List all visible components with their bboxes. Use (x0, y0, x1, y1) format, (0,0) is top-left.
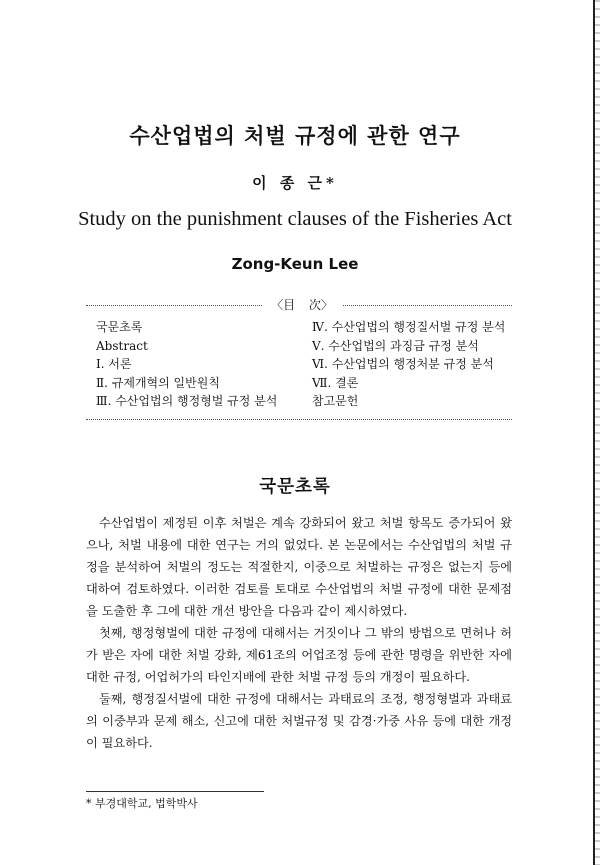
toc-heading: 〈目 次〉 (262, 296, 342, 314)
paper-title-english: Study on the punishment clauses of the Fisheries Act (78, 208, 512, 230)
footnote: * 부경대학교, 법학박사 (86, 797, 198, 810)
toc-item: Ⅳ. 수산업법의 행정질서벌 규정 분석 (312, 320, 506, 334)
abstract-paragraph: 수산업법이 제정된 이후 처벌은 계속 강화되어 왔고 처벌 항목도 증가되어 왔으나, 처벌 내용에 대한 연구는 거의 없었다. 본 논문에서는 수산업법의 처벌 규정을 분석하여 처벌의 정도는 적절한지, 이중으로 처벌하는 규정은 없는지 등에 대하여 검토하였다. 이러한 검토를 토대로 수산업법의 처벌 규정에 대한 문제점을 도출한 후 그에 대한 개선 방안을 다음과 같이 제시하였다. (86, 516, 512, 618)
abstract-paragraph: 첫째, 행정형벌에 대한 규정에 대해서는 거짓이나 그 밖의 방법으로 면허나 허가 받은 자에 대한 처벌 강화, 제61조의 어업조정 등에 관한 명령을 위반한 자에 대한 규정, 어업허가의 타인지배에 관한 처벌 규정 등의 개정이 필요하다. (86, 626, 512, 684)
abstract-body (86, 512, 512, 754)
toc-item: Ⅶ. 결론 (312, 375, 359, 390)
toc-item: Ⅱ. 규제개혁의 일반원칙 (96, 375, 220, 390)
toc-item: 국문초록 (96, 320, 143, 334)
author-name-english: Zong-Keun Lee (231, 255, 359, 273)
footnote-divider (86, 791, 264, 792)
toc-left-column (96, 318, 277, 411)
author-name-korean: 이 종 근* (252, 174, 338, 192)
paper-title-korean: 수산업법의 처벌 규정에 관한 연구 (129, 123, 461, 148)
table-of-contents (86, 298, 512, 420)
abstract-paragraph: 둘째, 행정질서벌에 대한 규정에 대해서는 과태료의 조정, 행정형벌과 과태료의 이중부과 문제 해소, 신고에 대한 처벌규정 및 감경·가중 사유 등에 대한 개정이 필요하다. (86, 692, 512, 750)
toc-item: Ⅲ. 수산업법의 행정형벌 규정 분석 (96, 394, 278, 408)
abstract-heading: 국문초록 (259, 477, 331, 497)
toc-item: Abstract (96, 338, 148, 353)
toc-item: Ⅵ. 수산업법의 행정처분 규정 분석 (312, 357, 494, 371)
toc-item: 참고문헌 (312, 394, 359, 408)
toc-item: Ⅰ. 서론 (96, 357, 132, 371)
toc-right-column (312, 318, 505, 411)
page-edge (593, 0, 600, 865)
toc-item: Ⅴ. 수산업법의 과징금 규정 분석 (312, 338, 479, 353)
